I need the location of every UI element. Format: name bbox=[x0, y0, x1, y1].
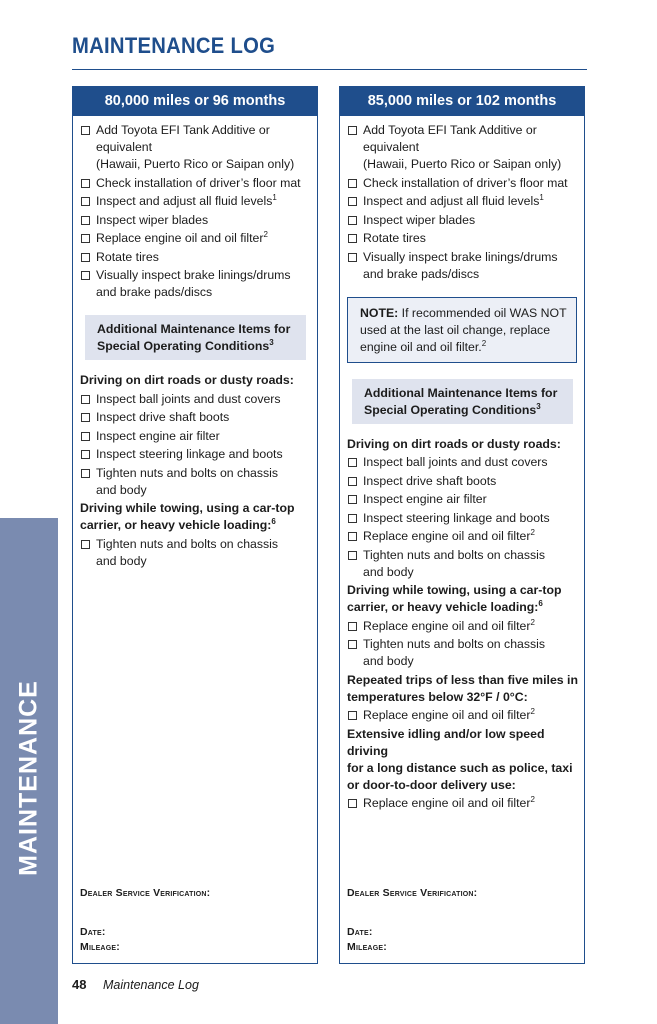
text-line: Driving on dirt roads or dusty roads: bbox=[80, 373, 294, 387]
checkbox[interactable] bbox=[348, 477, 357, 486]
text-line: Inspect steering linkage and boots bbox=[96, 447, 283, 461]
text-line: Inspect engine air filter bbox=[96, 428, 220, 443]
text-line: Tighten nuts and bolts on chassis bbox=[363, 547, 546, 562]
checkbox[interactable] bbox=[81, 216, 90, 225]
checkbox[interactable] bbox=[81, 469, 90, 478]
text-line: (Hawaii, Puerto Rico or Saipan only) bbox=[363, 157, 562, 171]
checklist-item bbox=[347, 491, 578, 508]
checkbox[interactable] bbox=[81, 253, 90, 262]
note-label: NOTE: bbox=[360, 305, 399, 320]
text-line: Inspect engine air filter bbox=[363, 492, 487, 506]
checklist-item bbox=[80, 175, 311, 192]
text-line: Inspect wiper blades bbox=[96, 212, 209, 227]
footnote-ref: 1 bbox=[272, 192, 277, 202]
text-line: and brake pads/discs bbox=[363, 266, 480, 281]
text-line: Additional Maintenance Items for bbox=[364, 385, 558, 400]
text-line: used at the last oil change, replace bbox=[360, 322, 551, 337]
checklist-item bbox=[347, 510, 578, 527]
checklist-item bbox=[347, 528, 578, 545]
page-number: 48 bbox=[72, 977, 87, 992]
checklist-item bbox=[347, 454, 578, 471]
checklist-item bbox=[347, 795, 578, 812]
footnote-ref: 6 bbox=[271, 516, 276, 526]
footer-section-label: Maintenance Log bbox=[103, 978, 199, 992]
checklist-item bbox=[80, 465, 311, 499]
text-line: Special Operating Conditions bbox=[364, 402, 537, 417]
text-line: Inspect ball joints and dust covers bbox=[96, 391, 281, 406]
checklist-item bbox=[80, 212, 311, 229]
checklist-item bbox=[80, 536, 311, 570]
checklist-item bbox=[347, 175, 578, 192]
text-line: Inspect drive shaft boots bbox=[363, 473, 497, 488]
text-line: and body bbox=[363, 564, 414, 579]
checkbox[interactable] bbox=[348, 179, 357, 188]
condition-heading bbox=[80, 372, 311, 389]
text-line: temperatures below 32°F / 0°C: bbox=[347, 689, 528, 704]
checklist-item bbox=[80, 249, 311, 266]
dealer-verification-label: Dealer Service Verification: bbox=[80, 887, 211, 899]
text-line: Check installation of driver’s floor mat bbox=[96, 175, 301, 190]
checkbox[interactable] bbox=[348, 799, 357, 808]
footnote-ref: 3 bbox=[536, 401, 541, 411]
text-line: carrier, or heavy vehicle loading: bbox=[347, 600, 539, 614]
text-line: engine oil and oil filter. bbox=[360, 339, 482, 354]
checklist-item bbox=[347, 230, 578, 247]
checklist-item bbox=[80, 446, 311, 463]
checklist-item bbox=[80, 428, 311, 445]
checkbox[interactable] bbox=[81, 450, 90, 459]
text-line: Driving while towing, using a car-top bbox=[347, 583, 562, 597]
text-line: Replace engine oil and oil filter bbox=[96, 231, 264, 245]
text-line: Visually inspect brake linings/drums bbox=[363, 249, 558, 264]
footnote-ref: 2 bbox=[530, 794, 535, 804]
text-line: carrier, or heavy vehicle loading: bbox=[80, 518, 272, 532]
condition-heading bbox=[347, 582, 578, 616]
checkbox[interactable] bbox=[348, 458, 357, 467]
text-line: Replace engine oil and oil filter bbox=[363, 708, 531, 722]
text-line: Repeated trips of less than five miles in bbox=[347, 672, 578, 687]
text-line: Tighten nuts and bolts on chassis bbox=[96, 465, 279, 480]
checkbox[interactable] bbox=[348, 640, 357, 649]
text-line: Inspect drive shaft boots bbox=[96, 410, 230, 424]
footnote-ref: 2 bbox=[530, 527, 535, 537]
side-tab-label: MAINTENANCE bbox=[14, 680, 43, 876]
text-line: Check installation of driver’s floor mat bbox=[363, 175, 568, 190]
text-line: Add Toyota EFI Tank Additive or equivalent bbox=[363, 123, 537, 154]
checkbox[interactable] bbox=[81, 197, 90, 206]
maintenance-column-80k bbox=[72, 86, 318, 964]
footnote-ref: 2 bbox=[481, 338, 487, 348]
checkbox[interactable] bbox=[348, 197, 357, 206]
checklist-item bbox=[80, 391, 311, 408]
condition-heading bbox=[347, 672, 578, 706]
text-line: Inspect and adjust all fluid levels bbox=[96, 194, 273, 208]
text-line: Visually inspect brake linings/drums bbox=[96, 268, 291, 282]
checklist-item bbox=[347, 473, 578, 490]
checkbox[interactable] bbox=[348, 514, 357, 523]
checkbox[interactable] bbox=[81, 271, 90, 280]
checklist-item bbox=[347, 122, 578, 173]
checkbox[interactable] bbox=[81, 413, 90, 422]
text-line: and brake pads/discs bbox=[96, 285, 213, 299]
checkbox[interactable] bbox=[348, 126, 357, 135]
text-line: (Hawaii, Puerto Rico or Saipan only) bbox=[96, 157, 295, 171]
text-line: Inspect ball joints and dust covers bbox=[363, 455, 548, 469]
checklist-item bbox=[347, 193, 578, 210]
column-header: 85,000 miles or 102 months bbox=[340, 87, 584, 116]
text-line: Tighten nuts and bolts on chassis bbox=[363, 637, 546, 651]
checkbox[interactable] bbox=[81, 234, 90, 243]
checklist-item bbox=[80, 230, 311, 247]
checklist-item bbox=[80, 193, 311, 210]
checkbox[interactable] bbox=[81, 395, 90, 404]
mileage-label: Mileage: bbox=[347, 941, 387, 953]
checkbox[interactable] bbox=[81, 540, 90, 549]
text-line: If recommended oil WAS NOT bbox=[398, 305, 567, 320]
checkbox[interactable] bbox=[348, 495, 357, 504]
checkbox[interactable] bbox=[348, 216, 357, 225]
footnote-ref: 2 bbox=[530, 617, 535, 627]
column-body bbox=[340, 116, 584, 812]
text-line: Extensive idling and/or low speed driving bbox=[347, 726, 545, 758]
footnote-ref: 2 bbox=[263, 229, 268, 239]
text-line: for a long distance such as police, taxi bbox=[347, 760, 573, 775]
date-label: Date: bbox=[80, 926, 106, 938]
footnote-ref: 6 bbox=[538, 598, 543, 608]
dealer-verification-label: Dealer Service Verification: bbox=[347, 887, 478, 899]
checkbox[interactable] bbox=[348, 711, 357, 720]
checklist-item bbox=[347, 547, 578, 581]
text-line: Inspect steering linkage and boots bbox=[363, 510, 550, 525]
checkbox[interactable] bbox=[81, 126, 90, 135]
checkbox[interactable] bbox=[81, 432, 90, 441]
checklist-item bbox=[347, 618, 578, 635]
checklist-item bbox=[347, 249, 578, 283]
checkbox[interactable] bbox=[348, 622, 357, 631]
checkbox[interactable] bbox=[348, 253, 357, 262]
text-line: Rotate tires bbox=[96, 249, 159, 264]
text-line: Inspect wiper blades bbox=[363, 212, 476, 227]
footnote-ref: 1 bbox=[539, 192, 544, 202]
checklist-item bbox=[347, 636, 578, 670]
text-line: and body bbox=[96, 553, 147, 568]
checklist-item bbox=[80, 267, 311, 301]
text-line: Replace engine oil and oil filter bbox=[363, 529, 531, 543]
text-line: Rotate tires bbox=[363, 231, 426, 245]
text-line: Driving while towing, using a car-top bbox=[80, 501, 295, 515]
column-header: 80,000 miles or 96 months bbox=[73, 87, 317, 116]
condition-heading bbox=[347, 726, 578, 794]
note-box bbox=[347, 297, 577, 363]
footnote-ref: 2 bbox=[530, 706, 535, 716]
text-line: Inspect and adjust all fluid levels bbox=[363, 194, 540, 208]
date-label: Date: bbox=[347, 926, 373, 938]
text-line: Special Operating Conditions bbox=[97, 339, 270, 353]
special-conditions-box bbox=[85, 315, 306, 360]
condition-heading bbox=[347, 436, 578, 453]
checklist-item bbox=[347, 707, 578, 724]
text-line: or door-to-door delivery use: bbox=[347, 777, 516, 792]
text-line: Replace engine oil and oil filter bbox=[363, 618, 531, 633]
maintenance-column-85k bbox=[339, 86, 585, 964]
text-line: Driving on dirt roads or dusty roads: bbox=[347, 436, 561, 451]
page-title: MAINTENANCE LOG bbox=[72, 33, 276, 58]
checklist-item bbox=[80, 409, 311, 426]
text-line: Additional Maintenance Items for bbox=[97, 322, 291, 336]
title-divider bbox=[72, 69, 587, 70]
checkbox[interactable] bbox=[348, 532, 357, 541]
text-line: Tighten nuts and bolts on chassis bbox=[96, 536, 279, 551]
checkbox[interactable] bbox=[348, 234, 357, 243]
text-line: and body bbox=[96, 482, 147, 497]
footnote-ref: 3 bbox=[269, 337, 274, 347]
column-body bbox=[73, 116, 317, 570]
text-line: Replace engine oil and oil filter bbox=[363, 796, 531, 810]
checkbox[interactable] bbox=[81, 179, 90, 188]
condition-heading bbox=[80, 500, 311, 534]
text-line: Add Toyota EFI Tank Additive or equivalent bbox=[96, 123, 270, 154]
text-line: and body bbox=[363, 654, 414, 668]
checkbox[interactable] bbox=[348, 551, 357, 560]
checklist-item bbox=[347, 212, 578, 229]
mileage-label: Mileage: bbox=[80, 941, 120, 953]
checklist-item bbox=[80, 122, 311, 173]
special-conditions-box bbox=[352, 379, 573, 424]
